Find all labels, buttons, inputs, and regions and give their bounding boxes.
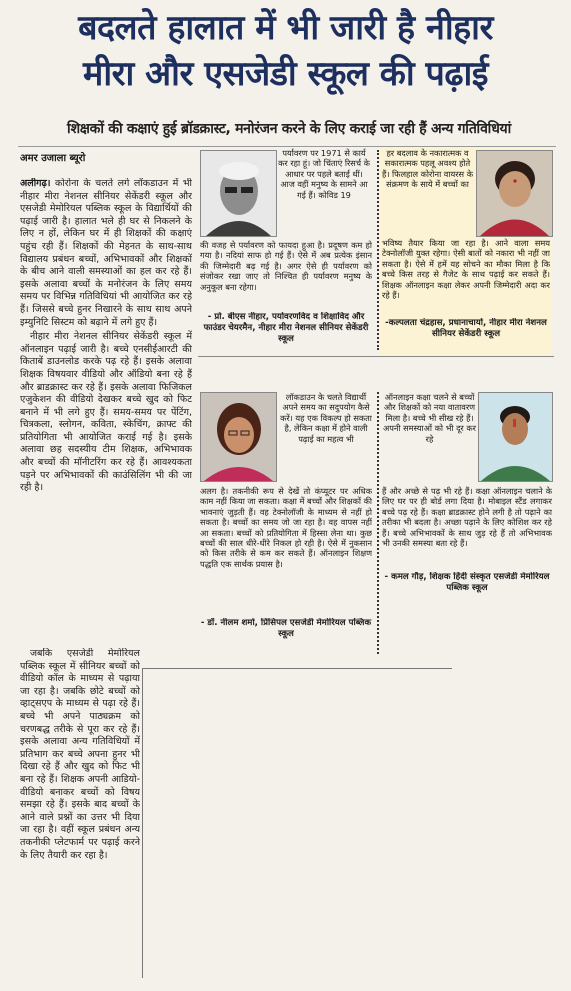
quote-2-bottom: भविष्य तैयार किया जा रहा है। आने वाला समय टेक्नोलॉजी युक्त रहेगा। ऐसी बातों को नकारा भी नहीं जा सकता है। ऐसे में हमें यह सोचने का मौका मिला है कि बच्चे किस तरह से गैजेट के साथ पढ़ाई कर सकते हैं। शिक्षक ऑनलाइन कक्षा लेकर अपनी जिम्मेदारी अदा कर रहे हैं।: [382, 238, 550, 301]
quote-1-top: पर्यावरण पर 1971 से कार्य कर रहा हूं। जो चिंताएं रिसर्च के आधार पर पहले बताई थीं। आज वहीं मनुष्य के सामने आ गई हैं। कोविड 19: [278, 148, 370, 200]
portrait-photo-kamal-gaur: [478, 392, 553, 482]
headline-line-1: बदलते हालात में भी जारी है नीहार: [78, 8, 493, 48]
headline-line-2: मीरा और एसजेडी स्कूल की पढ़ाई: [83, 54, 488, 94]
quote-4-bottom: हैं और अच्छे से पढ़ भी रहे हैं। कक्षा ऑनलाइन चलाने के लिए घर पर ही बोर्ड लगा दिया है। मोबाइल स्टैंड लगाकर बच्चे पढ़ रहे हैं। कक्षा ब्राडक्रास्ट होने लगी है तो पढ़ाने का तरीका भी बदला है। अच्छा पढ़ाने के लिए कोशिश कर रहे हैं। बच्चे अभिभावकों के साथ जुड़ रहे हैं तो अभिभावक भी उनकी समस्या बता रहे हैं।: [382, 486, 552, 549]
story-column: [20, 178, 192, 648]
portrait-photo-bs-nihar: [200, 150, 277, 237]
portrait-photo-kalplata-chandrahas: [476, 150, 553, 237]
quote-3-attribution: - डॉ. नीलम शर्मा, प्रिंसिपल एसजेडी मेमोरियल पब्लिक स्कूल: [200, 618, 372, 639]
quote-4-attribution: - कमल गौड़, शिक्षक हिंदी संस्कृत एसजेडी मेमोरियल पब्लिक स्कूल: [384, 572, 550, 593]
quote-1-bottom: की वजह से पर्यावरण को फायदा हुआ है। प्रदूषण कम हो गया है। नदियां साफ हो गई हैं। ऐसे में अब प्रत्येक इंसान की जिम्मेदारी बढ़ गई है। अगर ऐसे ही पर्यावरण को संजोकर रखा जाए तो निश्चित ही पर्यावरण मनुष्य के अनुकूल बना रहेगा।: [200, 240, 372, 292]
quote-3-bottom: अलग है। तकनीकी रूप से देखें तो कंप्यूटर पर अधिक काम नहीं किया जा सकता। कक्षा में बच्चों और शिक्षकों की भावनाएं जुड़ती हैं। वह टेक्नोलॉजी के माध्यम से नहीं हो सकता है। बच्चों का समय जो जा रहा है। वह वापस नहीं आ सकता। बच्चों को प्रतियोगिता में हिस्सा लेना था। कुछ बच्चों की साल धीरे-धीरे निकल हो रही है। ऐसे में नुकसान को किस तरीके से कम कर सकते हैं। ऑनलाइन शिक्षण पद्धति एक सार्थक प्रयास है।: [200, 486, 372, 569]
divider-quotes: [198, 356, 554, 357]
story-paragraph-2: नीहार मीरा नेशनल सीनियर सेकेंडरी स्कूल में ऑनलाइन पढ़ाई जारी है। बच्चे एनसीईआरटी की किताबें डाउनलोड करके पढ़ रहे हैं। इसके अलावा शिक्षक विषयवार वीडियो और ऑडियो बना रहे हैं और ब्राडक्रास्ट कर रहे हैं। इसके अलावा फिजिकल एजुकेशन की वीडियो देखकर बच्चे खुद को फिट बनाने में भी लगे हुए हैं। समय-समय पर पेंटिंग, चित्रकला, स्लोगन, कविता, स्केचिंग, क्राफ्ट की प्रतियोगिता भी आयोजित कराई गई है। इसके अलावा छह सदस्यीय टीम शिक्षक, अभिभावक और बच्चों की मॉनीटरिंग कर रहे हैं। आवश्यकता पड़ने पर अभिभावकों की काउंसिलिंग भी की जा रही है।: [20, 331, 192, 494]
divider: [18, 146, 556, 147]
story-paragraph-3: जबकि एसजेडी मेमोरियल पब्लिक स्कूल में सीनियर बच्चों को वीडियो कॉल के माध्यम से पढ़ाया जा रहा है। जबकि छोटे बच्चों को व्हाट्सएप के माध्यम से पढ़ा रहे हैं। बच्चे भी अपने पाठ्यक्रम को चरणबद्ध तरीके से पूरा कर रहे हैं। इसके अलावा अन्य गतिविधियों में प्रतिभाग कर बच्चे अपना हुनर भी दिखा रहे हैं और खुद को फिट भी बना रहे हैं। शिक्षक अपनी आडियो-वीडियो बनाकर बच्चों को विषय समझा रहे हैं। इसके बाद बच्चों के आने वाले प्रश्नों का उत्तर भी दिया जा रहा है। वहीं स्कूल प्रबंधन अन्य तकनीकी प्लेटफार्म पर पढ़ाई करने के लिए तैयारी कर रहा है।: [20, 648, 140, 861]
quote-2-top: हर बदलाव के नकारात्मक व सकारात्मक पहलू अवश्य होते हैं। फिलहाल कोरोना वायरस के संक्रमण के साये में बच्चों का: [381, 148, 473, 190]
dateline: अलीगढ़।: [20, 178, 51, 189]
dotted-divider-2: [377, 392, 379, 654]
quote-1-attribution: - प्रो. बीएस नीहार, पर्यावरणविद व शिक्षाविद और फाउंडर चेयरमैन, नीहार मीरा नेशनल सीनियर सेकेंडरी स्कूल: [203, 312, 369, 344]
quote-3-top: लॉकडाउन के चलते विद्यार्थी अपने समय का सदुपयोग कैसे करें। यह एक विकल्प हो सकता है, लेकिन कक्षा में होने वाली पढ़ाई का महत्व भी: [280, 392, 372, 444]
story-continuation: [20, 648, 140, 980]
portrait-photo-neelam-sharma: [200, 392, 277, 482]
quote-4-top: ऑनलाइन कक्षा चलने से बच्चों और शिक्षकों को नया वातावरण मिला है। बच्चे भी सीख रहे हैं। अपनी समस्याओं को भी दूर कर रहे: [382, 392, 477, 444]
story-paragraph-1: कोरोना के चलते लगे लॉकडाउन में भी नीहार मीरा नेशनल सीनियर सेकेंडरी स्कूल और एसजेडी मेमोरियल पब्लिक स्कूल के विद्यार्थियों की पढ़ाई जारी है। हालात भले ही घर से निकलने के लिए न हों, लेकिन घर में ही शिक्षकों की कक्षाएं पहुंच रही हैं। शिक्षकों की मेहनत के साथ-साथ विद्यालय प्रबंधन बच्चों, अभिभावकों और शिक्षकों के बीच आने वाली समस्याओं का हल कर रहे हैं। इसके अलावा बच्चों के मनोरंजन के लिए समय समय पर विभिन्न गतिविधियां भी आयोजित कर रहे हैं। जिससे बच्चे हुनर निखारने के साथ साथ अपने इम्युनिटि सिस्टम को बढ़ाने में लगे हुए हैं।: [20, 178, 192, 328]
byline: अमर उजाला ब्यूरो: [20, 153, 86, 164]
column-divider: [142, 668, 143, 978]
section-divider: [142, 668, 452, 669]
subheadline: शिक्षकों की कक्षाएं हुई ब्रॉडक्रास्ट, मनोरंजन करने के लिए कराई जा रही हैं अन्य गतिविधियां: [67, 121, 511, 137]
dotted-divider: [377, 150, 379, 350]
quote-2-attribution: -कल्पलता चंद्रहास, प्रधानाचार्या, नीहार मीरा नेशनल सीनियर सेकेंडरी स्कूल: [385, 318, 547, 339]
